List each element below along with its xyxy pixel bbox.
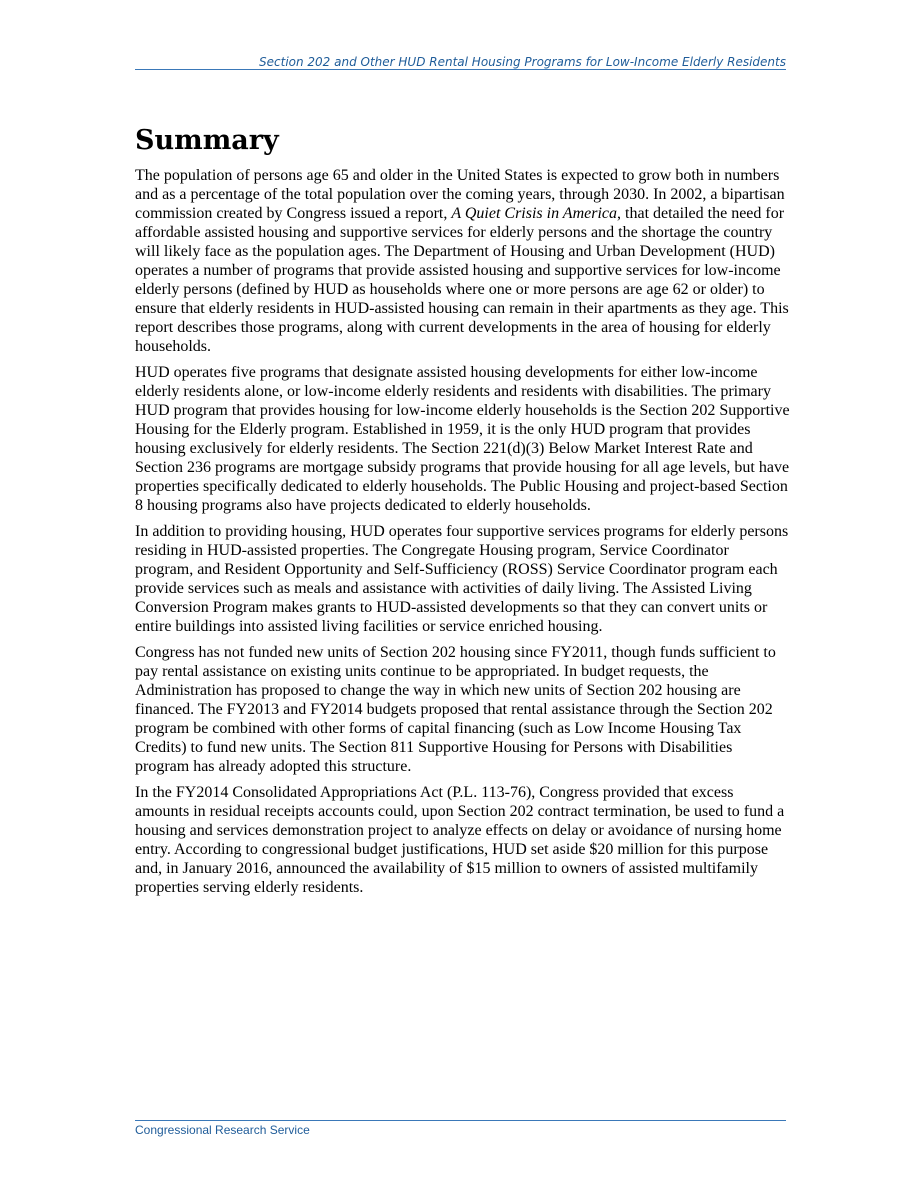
- running-header: Section 202 and Other HUD Rental Housing Programs for Low-Income Elderly Residents: [259, 55, 786, 69]
- footer-publisher: Congressional Research Service: [135, 1123, 310, 1137]
- paragraph-1: [135, 166, 790, 356]
- paragraph-2: HUD operates five programs that designate assisted housing developments for either low-income elderly residents alone, or low-income elderly residents and residents with disabilities. The primary HUD program that provides housing for low-income elderly households is the Section 202 Supportive Housing for the Elderly program. Established in 1959, it is the only HUD program that provides housing exclusively for elderly residents. The Section 221(d)(3) Below Market Interest Rate and Section 236 programs are mortgage subsidy programs that provide housing for all age levels, but have properties specifically dedicated to elderly households. The Public Housing and project-based Section 8 housing programs also have projects dedicated to elderly households.: [135, 364, 790, 514]
- paragraph-4: Congress has not funded new units of Section 202 housing since FY2011, though funds sufficient to pay rental assistance on existing units continue to be appropriated. In budget requests, the Administration has proposed to change the way in which new units of Section 202 housing are financed. The FY2013 and FY2014 budgets proposed that rental assistance through the Section 202 program be combined with other forms of capital financing (such as Low Income Housing Tax Credits) to fund new units. The Section 811 Supportive Housing for Persons with Disabilities program has already adopted this structure.: [135, 644, 776, 775]
- paragraph-5: In the FY2014 Consolidated Appropriations Act (P.L. 113-76), Congress provided that excess amounts in residual receipts accounts could, upon Section 202 contract termination, be used to fund a housing and services demonstration project to analyze effects on delay or avoidance of nursing home entry. According to congressional budget justifications, HUD set aside $20 million for this purpose and, in January 2016, announced the availability of $15 million to owners of assisted multifamily properties serving elderly residents.: [135, 784, 785, 896]
- paragraph-3: In addition to providing housing, HUD operates four supportive services programs for elderly persons residing in HUD-assisted properties. The Congregate Housing program, Service Coordinator program, and Resident Opportunity and Self-Sufficiency (ROSS) Service Coordinator program each provide services such as meals and assistance with activities of daily living. The Assisted Living Conversion Program makes grants to HUD-assisted developments so that they can convert units or entire buildings into assisted living facilities or service enriched housing.: [135, 523, 789, 635]
- footer-rule: [135, 1120, 786, 1121]
- report-title-italic: A Quiet Crisis in America: [451, 205, 618, 222]
- main-content: [135, 124, 790, 904]
- paragraph-1-text-before: The population of persons age 65 and older in the United States is expected to grow both in numbers and as a percentage of the total population over the coming years, through 2030. In 2002, a bipartisan commission created by Congress issued a report,: [135, 167, 785, 222]
- header-rule: [135, 69, 786, 70]
- section-heading: Summary: [135, 125, 279, 156]
- paragraph-1-text-after: , that detailed the need for affordable assisted housing and supportive services for elderly persons and the shortage the country will likely face as the population ages. The Department of Housing and Urban Development (HUD) operates a number of programs that provide assisted housing and supportive services for low-income elderly persons (defined by HUD as households where one or more persons are age 62 or older) to ensure that elderly residents in HUD-assisted housing can remain in their apartments as they age. This report describes those programs, along with current developments in the area of housing for elderly households.: [135, 205, 789, 355]
